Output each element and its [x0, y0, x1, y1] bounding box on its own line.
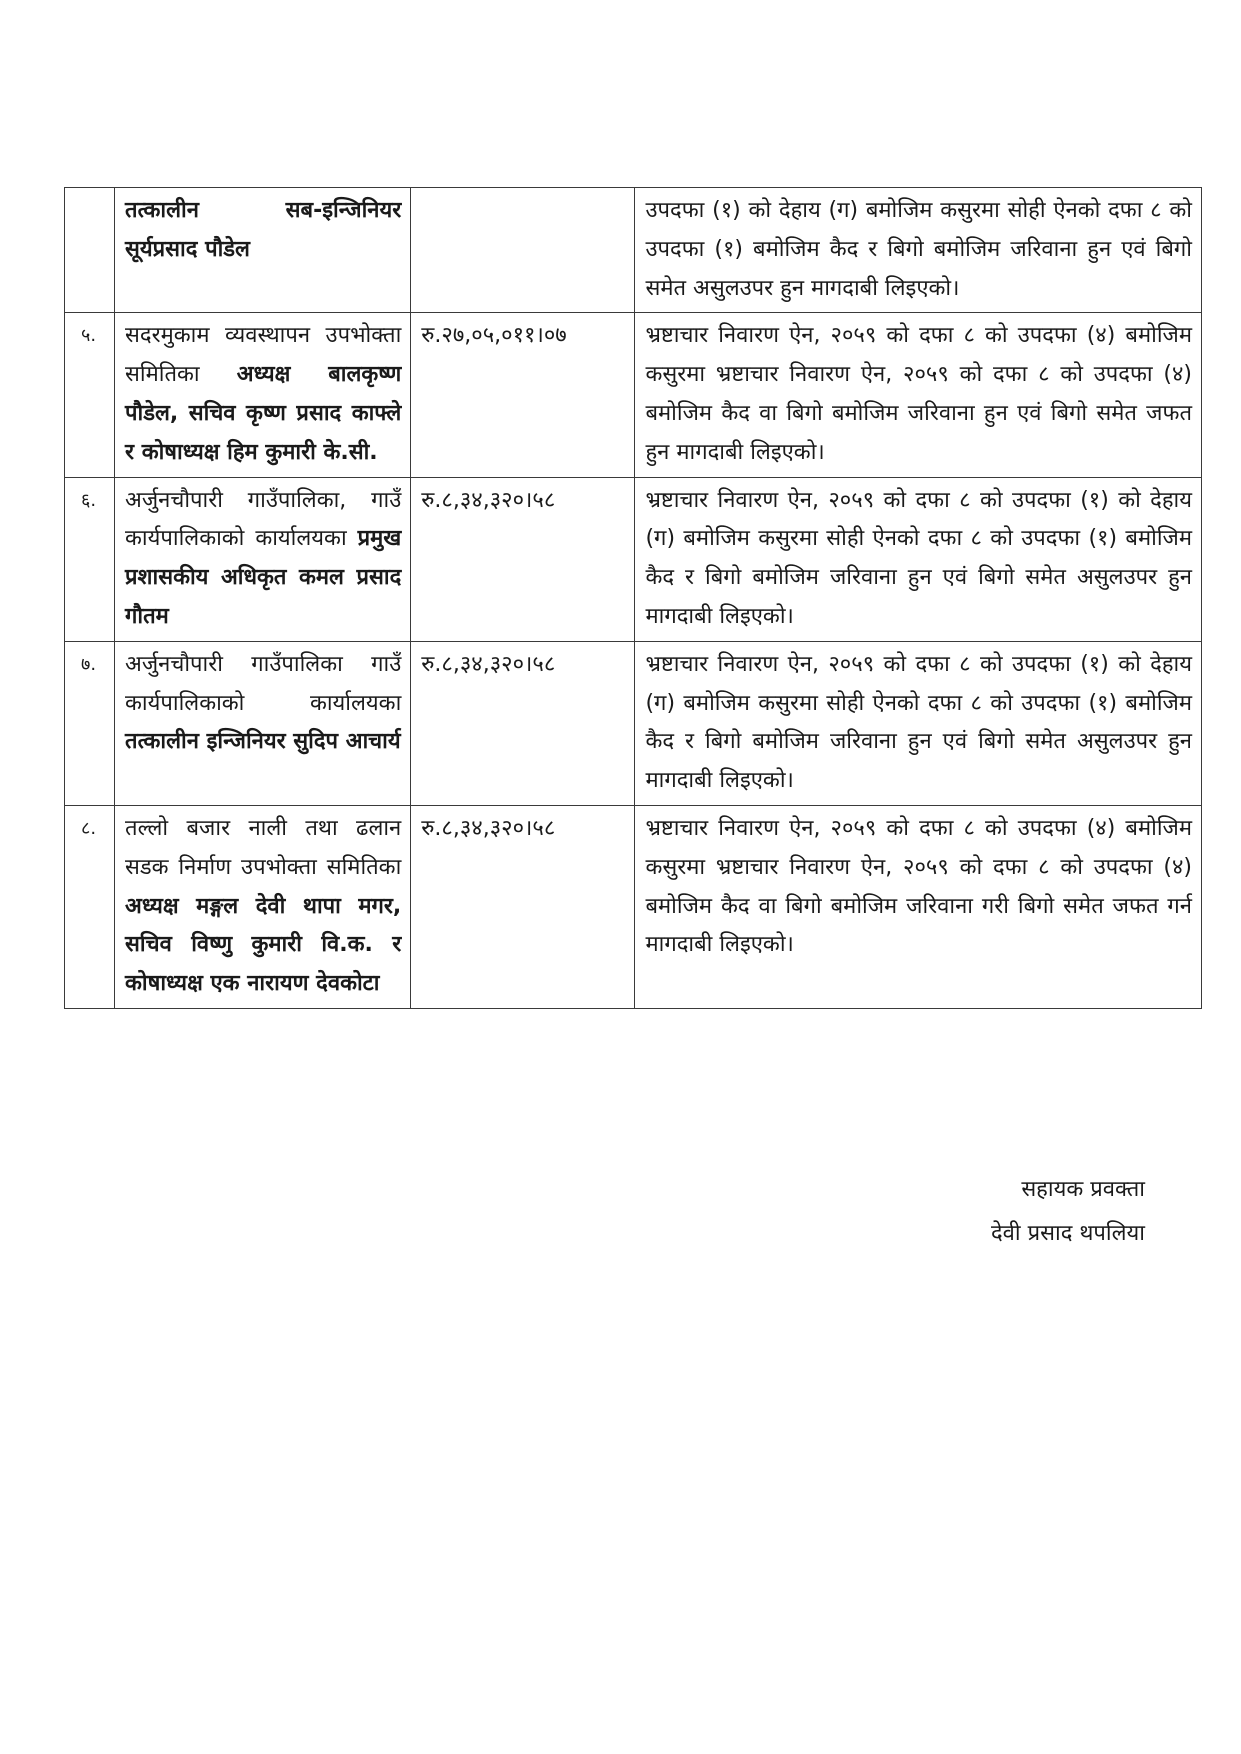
serial-number: ८.: [65, 805, 115, 1008]
claim-amount: [411, 188, 635, 313]
defendant-name: प्रमुख प्रशासकीय अधिकृत कमल प्रसाद गौतम: [125, 526, 402, 629]
signature-title: सहायक प्रवक्ता: [1021, 1177, 1145, 1202]
claim-amount: रु.८,३४,३२०।५८: [411, 477, 635, 641]
claim-description: भ्रष्टाचार निवारण ऐन, २०५९ को दफा ८ को उपदफा (४) बमोजिम कसुरमा भ्रष्टाचार निवारण ऐन, २०५९ को दफा ८ को उपदफा (४) बमोजिम कैद वा बिगो बमोजिम जरिवाना गरी बिगो समेत जफत गर्न मागदाबी लिइएको।: [635, 805, 1202, 1008]
case-table: [64, 187, 1202, 1009]
defendant-name: तत्कालीन इन्जिनियर सुदिप आचार्य: [125, 729, 401, 755]
defendant-intro: तल्लो बजार नाली तथा ढलान सडक निर्माण उपभोक्ता समितिका: [125, 815, 402, 880]
defendant-intro: अर्जुनचौपारी गाउँपालिका गाउँ कार्यपालिकाको कार्यालयका: [125, 651, 402, 716]
defendant-cell: [115, 313, 411, 477]
serial-number: ७.: [65, 641, 115, 805]
defendant-name: तत्कालीन सब-इन्जिनियर सूर्यप्रसाद पौडेल: [125, 198, 402, 262]
claim-amount: रु.२७,०५,०११।०७: [411, 313, 635, 477]
defendant-cell: [115, 641, 411, 805]
table-row: [65, 188, 1202, 313]
serial-number: ६.: [65, 477, 115, 641]
claim-description: उपदफा (१) को देहाय (ग) बमोजिम कसुरमा सोही ऐनको दफा ८ को उपदफा (१) बमोजिम कैद र बिगो बमोजिम जरिवाना हुन एवं बिगो समेत असुलउपर हुन मागदाबी लिइएको।: [635, 188, 1202, 313]
signature-name: देवी प्रसाद थपलिया: [991, 1221, 1145, 1246]
serial-number: ५.: [65, 313, 115, 477]
claim-amount: रु.८,३४,३२०।५८: [411, 805, 635, 1008]
table-row: [65, 477, 1202, 641]
defendant-cell: [115, 188, 411, 313]
defendant-intro: अर्जुनचौपारी गाउँपालिका, गाउँ कार्यपालिकाको कार्यालयका: [125, 487, 402, 552]
serial-number: [65, 188, 115, 313]
table-row: [65, 313, 1202, 477]
signature-block: [991, 1168, 1145, 1256]
claim-description: भ्रष्टाचार निवारण ऐन, २०५९ को दफा ८ को उपदफा (१) को देहाय (ग) बमोजिम कसुरमा सोही ऐनको दफा ८ को उपदफा (१) बमोजिम कैद र बिगो बमोजिम जरिवाना हुन एवं बिगो समेत असुलउपर हुन मागदाबी लिइएको।: [635, 641, 1202, 805]
defendant-name: अध्यक्ष मङ्गल देवी थापा मगर, सचिव विष्णु कुमारी वि.क. र कोषाध्यक्ष एक नारायण देवकोटा: [125, 893, 402, 997]
defendant-cell: [115, 477, 411, 641]
defendant-name: अध्यक्ष बालकृष्ण पौडेल, सचिव कृष्ण प्रसाद काफ्ले र कोषाध्यक्ष हिम कुमारी के.सी.: [125, 362, 402, 465]
claim-description: भ्रष्टाचार निवारण ऐन, २०५९ को दफा ८ को उपदफा (४) बमोजिम कसुरमा भ्रष्टाचार निवारण ऐन, २०५९ को दफा ८ को उपदफा (४) बमोजिम कैद वा बिगो बमोजिम जरिवाना हुन एवं बिगो समेत जफत हुन मागदाबी लिइएको।: [635, 313, 1202, 477]
defendant-intro: सदरमुकाम व्यवस्थापन उपभोक्ता समितिका: [125, 323, 402, 388]
table-row: [65, 641, 1202, 805]
claim-amount: रु.८,३४,३२०।५८: [411, 641, 635, 805]
claim-description: भ्रष्टाचार निवारण ऐन, २०५९ को दफा ८ को उपदफा (१) को देहाय (ग) बमोजिम कसुरमा सोही ऐनको दफा ८ को उपदफा (१) बमोजिम कैद र बिगो बमोजिम जरिवाना हुन एवं बिगो समेत असुलउपर हुन मागदाबी लिइएको।: [635, 477, 1202, 641]
table-row: [65, 805, 1202, 1008]
defendant-cell: [115, 805, 411, 1008]
